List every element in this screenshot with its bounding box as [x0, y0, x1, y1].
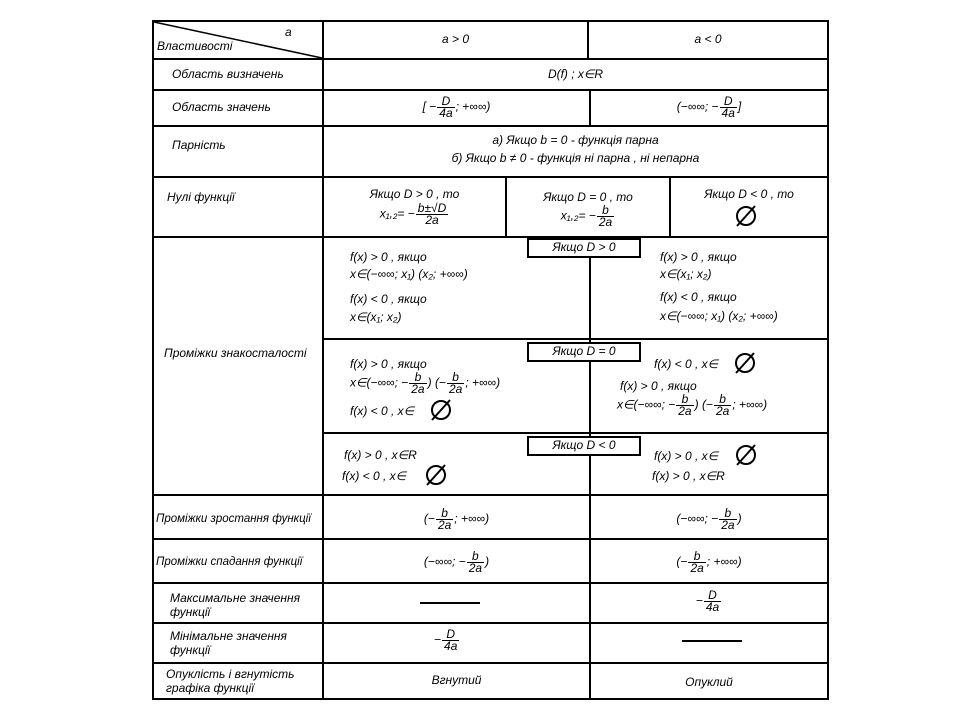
sign-d3-pos-line-2: f(x) < 0 , x∈ — [342, 469, 407, 483]
max-positive-dash — [420, 602, 480, 604]
parity-line-2: б) Якщо b ≠ 0 - функція ні парна , ні непарна — [451, 151, 700, 165]
zeros-case-3-condition: Якщо D < 0 , то — [704, 187, 794, 201]
sign-box-d-negative: Якщо D < 0 — [527, 436, 641, 456]
line-sign-2 — [322, 432, 829, 434]
parity-line-1: а) Якщо b = 0 - функція парна — [492, 133, 659, 147]
line-right — [827, 20, 829, 700]
line-h8 — [152, 582, 829, 584]
sign-d2-neg-line-1: f(x) < 0 , x∈ — [654, 357, 719, 371]
empty-set-icon — [734, 204, 758, 228]
sign-d3-neg-line-2: f(x) > 0 , x∈R — [652, 469, 725, 483]
decrease-negative: (− $\frac{b}{2a}$ ; +∞∞) — [676, 549, 742, 575]
max-negative: − $\frac{D}{4a}$ — [695, 588, 720, 614]
line-h3 — [152, 125, 829, 127]
line-h5 — [152, 236, 829, 238]
line-left — [152, 20, 154, 700]
line-mid-lower — [589, 236, 591, 700]
sign-d1-neg-line-2: x∈(x₁; x₂) — [660, 267, 712, 281]
corner-a-label: a — [285, 25, 292, 39]
corner-properties-label: Властивості — [157, 39, 233, 53]
line-h10 — [152, 662, 829, 664]
zeros-case-2-formula: x₁,₂= − $\frac{b}{2a}$ — [560, 203, 613, 229]
sign-d1-neg-line-3: f(x) < 0 , якщо — [660, 290, 737, 304]
max-label-line-2: функції — [170, 605, 211, 619]
line-sign-1 — [322, 338, 829, 340]
sign-d1-pos-line-4: x∈(x₁; x₂) — [350, 310, 402, 324]
zeros-label: Нулі функції — [167, 190, 235, 204]
increase-positive: (− $\frac{b}{2a}$ ; +∞∞) — [423, 506, 490, 532]
line-label-col — [322, 20, 324, 700]
min-label-line-1: Мінімальне значення — [170, 629, 287, 643]
increase-label: Проміжки зростання функції — [156, 513, 311, 525]
sign-d1-pos-line-2: x∈(−∞∞; x₁) (x₂; +∞∞) — [350, 267, 468, 281]
sign-d2-neg-line-3: x∈(−∞∞; − $\frac{b}{2a}$ ) (− $\frac{b}{2a}$ ; +∞∞) — [617, 392, 768, 418]
min-positive: − $\frac{D}{4a}$ — [434, 627, 458, 653]
range-label: Область значень — [172, 100, 271, 114]
sign-d2-neg-line-2: f(x) > 0 , якщо — [620, 379, 697, 393]
domain-label: Область визначень — [172, 67, 284, 81]
sign-d1-neg-line-4: x∈(−∞∞; x₁) (x₂; +∞∞) — [660, 309, 778, 323]
empty-set-icon — [733, 351, 757, 375]
zeros-case-1-formula: x₁,₂= − $\frac{b\pm√D}{2a}$ — [379, 201, 447, 227]
range-positive: [ − $\frac{D}{4a}$ ; +∞∞) — [422, 94, 491, 120]
min-label-line-2: функції — [170, 643, 211, 657]
sign-label: Проміжки знакосталості — [164, 346, 307, 360]
parity-label: Парність — [172, 138, 226, 152]
zeros-case-2-condition: Якщо D = 0 , то — [543, 190, 633, 204]
increase-negative: (−∞∞; − $\frac{b}{2a}$ ) — [676, 506, 742, 532]
sign-d1-pos-line-1: f(x) > 0 , якщо — [350, 250, 427, 264]
line-zero-2 — [669, 176, 671, 238]
empty-set-icon — [424, 463, 448, 487]
sign-d2-pos-line-1: f(x) > 0 , якщо — [350, 357, 427, 371]
convexity-negative: Опуклий — [685, 675, 733, 689]
line-h9 — [152, 622, 829, 624]
line-h6 — [152, 494, 829, 496]
column-a-negative: a < 0 — [694, 32, 722, 46]
line-h2 — [152, 89, 829, 91]
domain-value: D(f) ; x∈R — [547, 67, 604, 81]
sign-box-d-positive: Якщо D > 0 — [527, 238, 641, 258]
properties-table — [152, 20, 829, 700]
empty-set-icon — [734, 443, 758, 467]
convexity-positive: Вгнутий — [431, 673, 482, 687]
sign-d1-pos-line-3: f(x) < 0 , якщо — [350, 292, 427, 306]
min-negative-dash — [682, 640, 742, 642]
line-h7 — [152, 538, 829, 540]
decrease-label: Проміжки спадання функції — [156, 556, 303, 568]
sign-d1-neg-line-1: f(x) > 0 , якщо — [660, 250, 737, 264]
sign-d3-pos-line-1: f(x) > 0 , x∈R — [344, 448, 417, 462]
line-h4 — [152, 176, 829, 178]
sign-d2-pos-line-2: x∈(−∞∞; − $\frac{b}{2a}$ ) (− $\frac{b}{2a}$ ; +∞∞) — [350, 370, 501, 396]
range-negative-fraction: $\frac{D}{4a}$ — [721, 94, 735, 120]
max-label-line-1: Максимальне значення — [170, 591, 301, 605]
line-bottom — [152, 698, 829, 700]
zeros-case-1-condition: Якщо D > 0 , то — [369, 187, 460, 201]
range-negative: (−∞∞; − $\frac{D}{4a}$ ] — [676, 94, 742, 120]
column-a-positive: a > 0 — [441, 32, 470, 46]
sign-d2-pos-line-3: f(x) < 0 , x∈ — [350, 404, 415, 418]
convexity-label-line-1: Опуклість і вгнутість — [166, 667, 295, 681]
sign-d3-neg-line-1: f(x) > 0 , x∈ — [654, 449, 719, 463]
sign-box-d-zero: Якщо D = 0 — [527, 342, 641, 362]
empty-set-icon — [429, 398, 453, 422]
decrease-positive: (−∞∞; − $\frac{b}{2a}$ ) — [423, 549, 490, 575]
range-positive-fraction: $\frac{D}{4a}$ — [439, 94, 453, 120]
convexity-label-line-2: графіка функції — [166, 681, 254, 695]
